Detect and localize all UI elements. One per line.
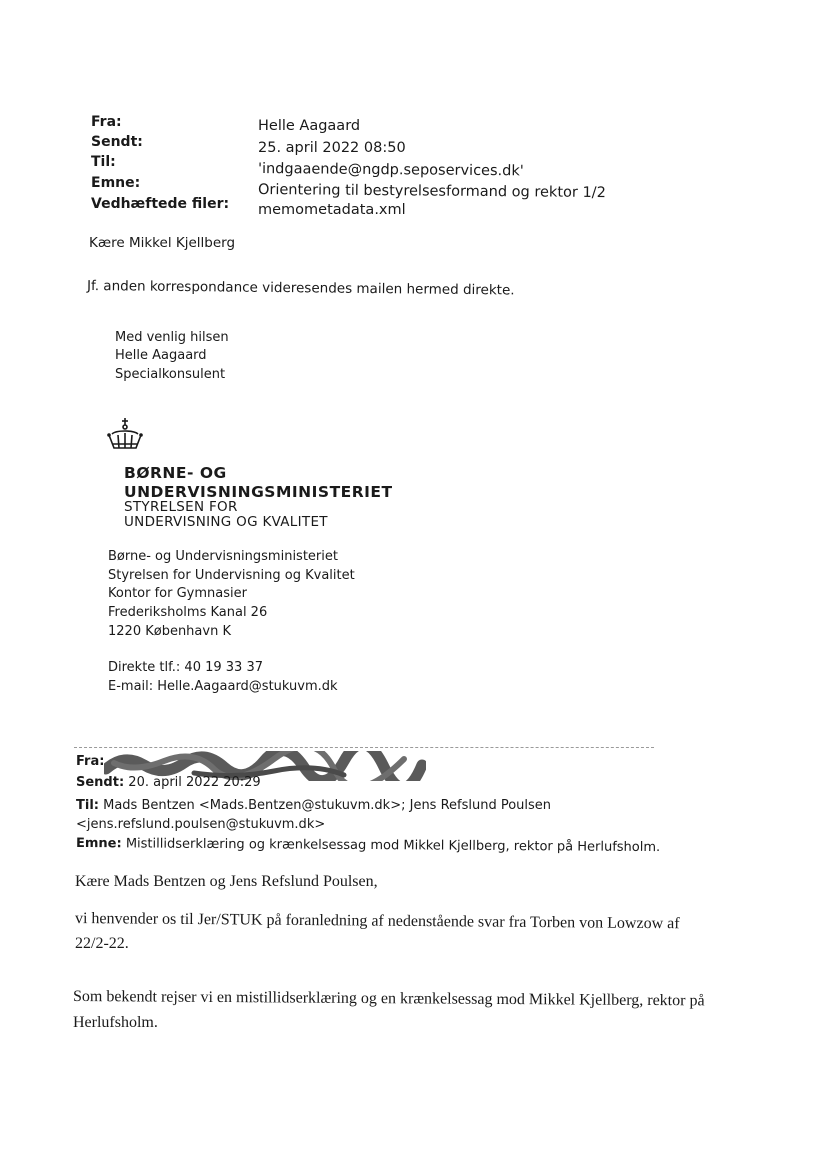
fwd-subject: Emne: Mistillidserklæring og krænkelsessag mod Mikkel Kjellberg, rektor på Herlufsholm. <box>75 836 661 856</box>
logo-agency-line2: UNDERVISNING OG KVALITET <box>124 514 328 530</box>
separator-line <box>74 747 654 748</box>
subject-label: Emne: <box>91 175 141 191</box>
fwd-paragraph-line: Herlufsholm. <box>73 1014 158 1031</box>
sent-label: Sendt: <box>91 134 143 150</box>
logo-ministry-line2: UNDERVISNINGSMINISTERIET <box>124 483 393 501</box>
logo-agency-line1: STYRELSEN FOR <box>124 499 238 515</box>
address-line: 1220 København K <box>108 624 231 639</box>
fwd-sent: Sendt: 20. april 2022 20:29 <box>76 775 261 790</box>
address-line: Styrelsen for Undervisning og Kvalitet <box>108 568 355 583</box>
from-value: Helle Aagaard <box>258 118 361 134</box>
fwd-to: Til: Mads Bentzen <Mads.Bentzen@stukuvm.dk>; Jens Refslund Poulsen <box>76 798 552 813</box>
signoff-name: Helle Aagaard <box>115 348 207 363</box>
to-label: Til: <box>91 154 116 170</box>
address-line: Børne- og Undervisningsministeriet <box>108 549 338 564</box>
greeting: Kære Mikkel Kjellberg <box>89 235 236 251</box>
attachments-label: Vedhæftede filer: <box>91 196 230 212</box>
fwd-from-label: Fra: <box>76 754 105 769</box>
fwd-paragraph-line: vi henvender os til Jer/STUK på foranledning af nedenstående svar fra Torben von Lowzow af <box>74 910 680 933</box>
signoff-title: Specialkonsulent <box>115 367 226 382</box>
email-address: E-mail: Helle.Aagaard@stukuvm.dk <box>108 679 338 694</box>
logo-ministry-line1: BØRNE- OG <box>124 464 227 482</box>
body-text: Jf. anden korrespondance videresendes mailen hermed direkte. <box>86 278 515 299</box>
phone-number: Direkte tlf.: 40 19 33 37 <box>108 660 263 675</box>
sent-value: 25. april 2022 08:50 <box>258 140 406 156</box>
fwd-to-continued: <jens.refslund.poulsen@stukuvm.dk> <box>76 817 326 832</box>
subject-value: Orientering til bestyrelsesformand og rektor 1/2 <box>257 182 606 202</box>
fwd-greeting: Kære Mads Bentzen og Jens Refslund Poulsen, <box>75 873 378 890</box>
to-value: 'indgaaende@ngdp.seposervices.dk' <box>257 161 524 180</box>
address-line: Kontor for Gymnasier <box>108 586 247 601</box>
crown-icon <box>106 416 144 456</box>
signoff-greeting: Med venlig hilsen <box>115 330 229 345</box>
fwd-paragraph-line: Som bekendt rejser vi en mistillidserklæring og en krænkelsessag mod Mikkel Kjellberg, rektor på <box>72 988 705 1010</box>
attachment-filename: memometadata.xml <box>258 202 406 218</box>
fwd-paragraph-line: 22/2-22. <box>75 935 129 952</box>
address-line: Frederiksholms Kanal 26 <box>108 605 268 620</box>
from-label: Fra: <box>91 114 122 130</box>
